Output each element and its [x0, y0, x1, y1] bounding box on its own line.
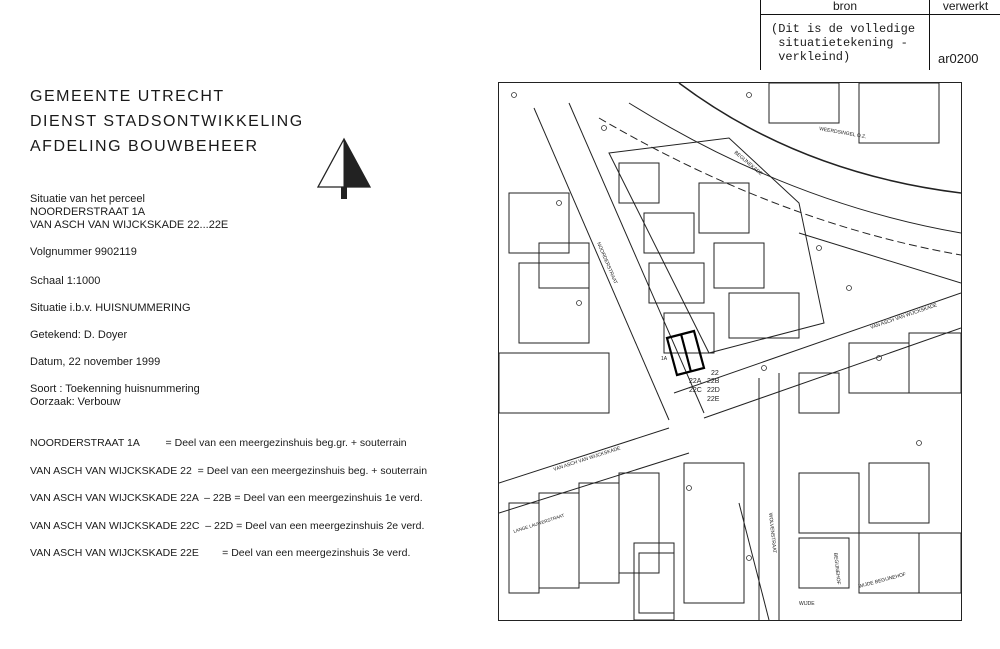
map-label-begijnehof: BEGIJNEHOF	[832, 552, 842, 585]
map-parcel-22c: 22C	[689, 387, 702, 394]
map-label-begijnekade: BEGIJNEKADE	[732, 149, 764, 178]
legend-row-2: VAN ASCH VAN WIJCKSKADE 22 = Deel van een meergezinshuis beg. + souterrain	[30, 465, 428, 477]
map-parcel-22a: 22A	[689, 378, 702, 385]
map-parcel-22d: 22D	[707, 387, 720, 394]
situation-street-2: VAN ASCH VAN WIJCKSKADE 22...22E	[30, 219, 229, 231]
map-label-noorderstraat: NOORDERSTRAAT	[595, 241, 619, 286]
header-municipality: GEMEENTE UTRECHT	[30, 88, 225, 105]
legend-row-5: VAN ASCH VAN WIJCKSKADE 22E = Deel van een meergezinshuis 3e verd.	[30, 547, 411, 559]
map-label-wolvenstraat: WOLVENSTRAAT	[767, 512, 778, 554]
archive-code: ar0200	[938, 51, 979, 66]
archive-note: (Dit is de volledige situatietekening - verkleind)	[771, 22, 916, 64]
map-label-lange-lauwerstraat: LANGE LAUWERSTRAAT	[512, 512, 565, 534]
header-department: DIENST STADSONTWIKKELING	[30, 113, 304, 130]
legend-row-1: NOORDERSTRAAT 1A = Deel van een meergezinshuis beg.gr. + souterrain	[30, 437, 407, 449]
situation-map	[498, 82, 962, 621]
map-drawing	[499, 83, 961, 620]
archive-source-column	[761, 0, 930, 70]
situation-label: Situatie van het perceel	[30, 193, 145, 205]
map-parcel-22: 22	[711, 370, 719, 377]
legend-row-4: VAN ASCH VAN WIJCKSKADE 22C – 22D = Deel van een meergezinshuis 2e verd.	[30, 520, 425, 532]
map-label-vanasch-left: VAN ASCH VAN WIJCKSKADE	[552, 445, 622, 473]
schaal: Schaal 1:1000	[30, 275, 101, 287]
map-parcel-22e: 22E	[707, 396, 720, 403]
archive-source-header: bron	[761, 0, 929, 15]
legend-row-3: VAN ASCH VAN WIJCKSKADE 22A – 22B = Deel van een meergezinshuis 1e verd.	[30, 492, 423, 504]
north-arrow-icon	[312, 135, 372, 210]
situation-street-1: NOORDERSTRAAT 1A	[30, 206, 146, 218]
archive-processed-header: verwerkt	[930, 0, 1000, 15]
soort: Soort : Toekenning huisnummering	[30, 383, 200, 395]
archive-box	[760, 0, 1000, 70]
map-parcel-22b: 22B	[707, 378, 720, 385]
header-division: AFDELING BOUWBEHEER	[30, 138, 259, 155]
map-label-vanasch-right: VAN ASCH VAN WIJCKSKADE	[869, 302, 938, 331]
map-label-wijde-begijnehof: WIJDE BEGIJNEHOF	[857, 571, 907, 590]
situatie-type: Situatie i.b.v. HUISNUMMERING	[30, 302, 191, 314]
volgnummer: Volgnummer 9902119	[30, 246, 137, 258]
archive-processed-column	[930, 0, 1000, 70]
map-label-wijde: WIJDE	[799, 601, 815, 607]
datum: Datum, 22 november 1999	[30, 356, 161, 368]
map-label-weerdsingel: WEERDSINGEL O.Z.	[818, 126, 867, 141]
getekend: Getekend: D. Doyer	[30, 329, 128, 341]
oorzaak: Oorzaak: Verbouw	[30, 396, 121, 408]
map-parcel-1a: 1A	[661, 356, 668, 362]
